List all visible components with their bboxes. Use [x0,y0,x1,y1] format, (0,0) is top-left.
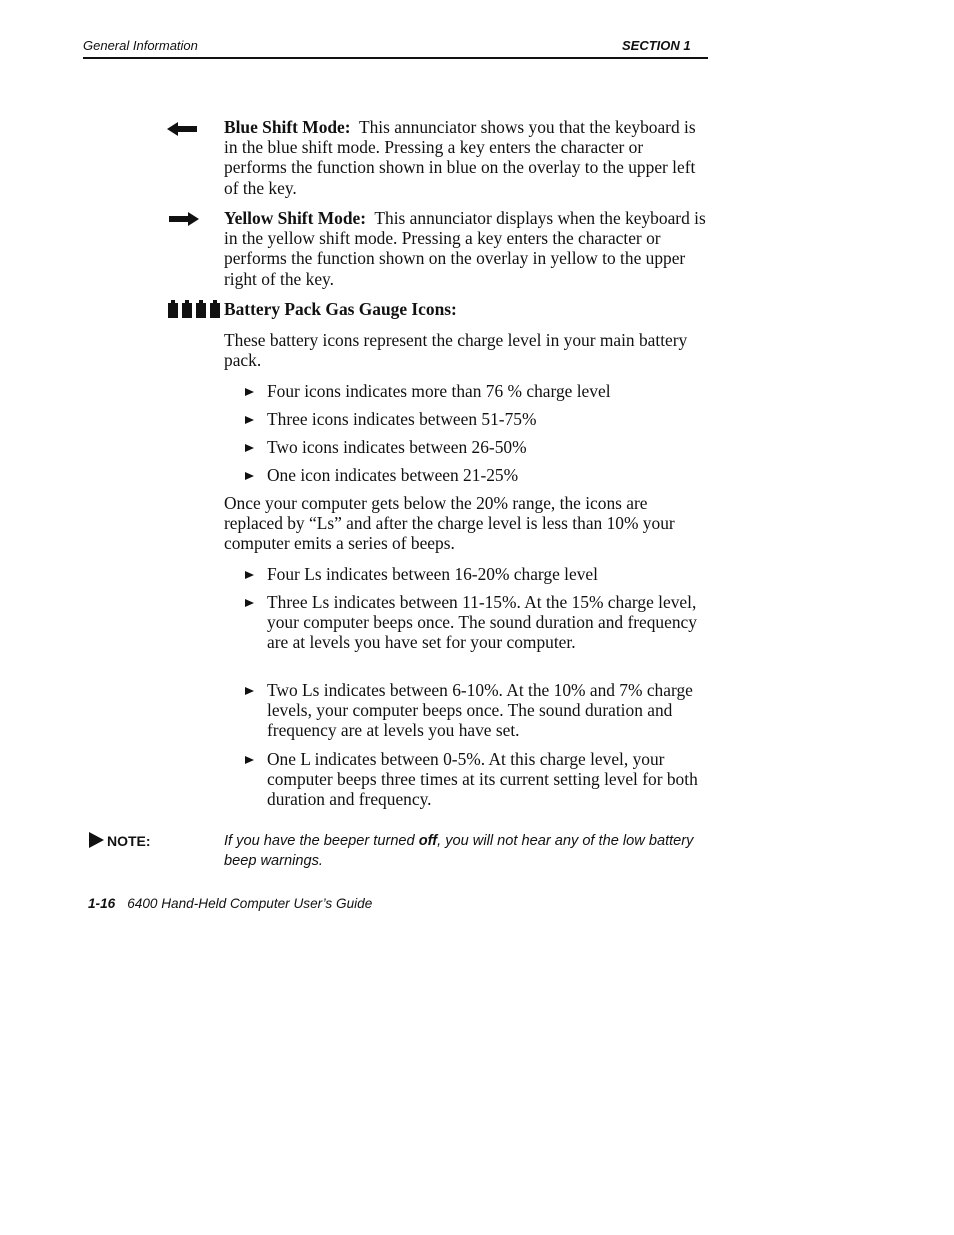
list-item: Three Ls indicates between 11-15%. At the 15% charge level, your computer beeps once. The sound duration and frequency are at levels you have set for your computer. [267,592,697,653]
note-text-part: If you have the beeper turned [224,833,419,849]
list-item: One L indicates between 0-5%. At this charge level, your computer beeps three times at its current setting level for both duration and frequency. [267,749,698,810]
note-label: NOTE: [107,833,151,849]
yellow-shift-text: This annunciator displays when the keyboard is in the yellow shift mode. Pressing a key enters the character or performs the function shown on the overlay in yellow to the upper right of the key. [224,208,706,289]
list-item: Two icons indicates between 26-50% [267,437,527,457]
right-arrow-icon [167,211,199,227]
bullet-triangle-icon [245,415,257,425]
bullet-triangle-icon [245,755,257,765]
bullet-triangle-icon [245,443,257,453]
battery-gauge-icons [167,300,221,318]
page-number: 1-16 [88,896,116,911]
running-header-section: SECTION 1 [622,38,691,53]
blue-shift-text: This annunciator shows you that the keyboard is in the blue shift mode. Pressing a key enters the character or performs the function shown in blue on the overlay to the upper left of the key. [224,117,696,198]
note-text-bold: off [418,833,438,849]
bullet-triangle-icon [245,471,257,481]
running-header-title: General Information [83,38,198,53]
running-footer [88,896,372,911]
battery-title [224,299,710,319]
header-rule [83,57,708,59]
left-arrow-icon [167,121,199,137]
battery-intro: These battery icons represent the charge level in your main battery pack. [224,330,688,371]
bullet-triangle-icon [245,686,257,696]
list-item: Four Ls indicates between 16-20% charge level [267,564,598,584]
note-text [224,832,694,871]
bullet-triangle-icon [245,598,257,608]
low-charge-intro: Once your computer gets below the 20% range, the icons are replaced by “Ls” and after the charge level is less than 10% your computer emits a series of beeps. [224,493,675,554]
battery-title-text: Battery Pack Gas Gauge Icons: [224,299,457,319]
note-arrow-icon [89,832,105,848]
bullet-triangle-icon [245,570,257,580]
list-item: Four icons indicates more than 76 % charge level [267,381,611,401]
list-item: Three icons indicates between 51-75% [267,409,537,429]
list-item: One icon indicates between 21-25% [267,465,519,485]
yellow-shift-paragraph [224,208,710,289]
yellow-shift-title: Yellow Shift Mode: [224,208,367,228]
note-text-part: , you will not hear any of the low battery beep warnings. [224,833,694,869]
footer-title: 6400 Hand-Held Computer User’s Guide [127,896,373,911]
blue-shift-title: Blue Shift Mode: [224,117,351,137]
list-item: Two Ls indicates between 6-10%. At the 10% and 7% charge levels, your computer beeps once. The sound duration and frequency are at levels you have set. [267,680,693,741]
bullet-triangle-icon [245,387,257,397]
blue-shift-paragraph [224,117,710,198]
